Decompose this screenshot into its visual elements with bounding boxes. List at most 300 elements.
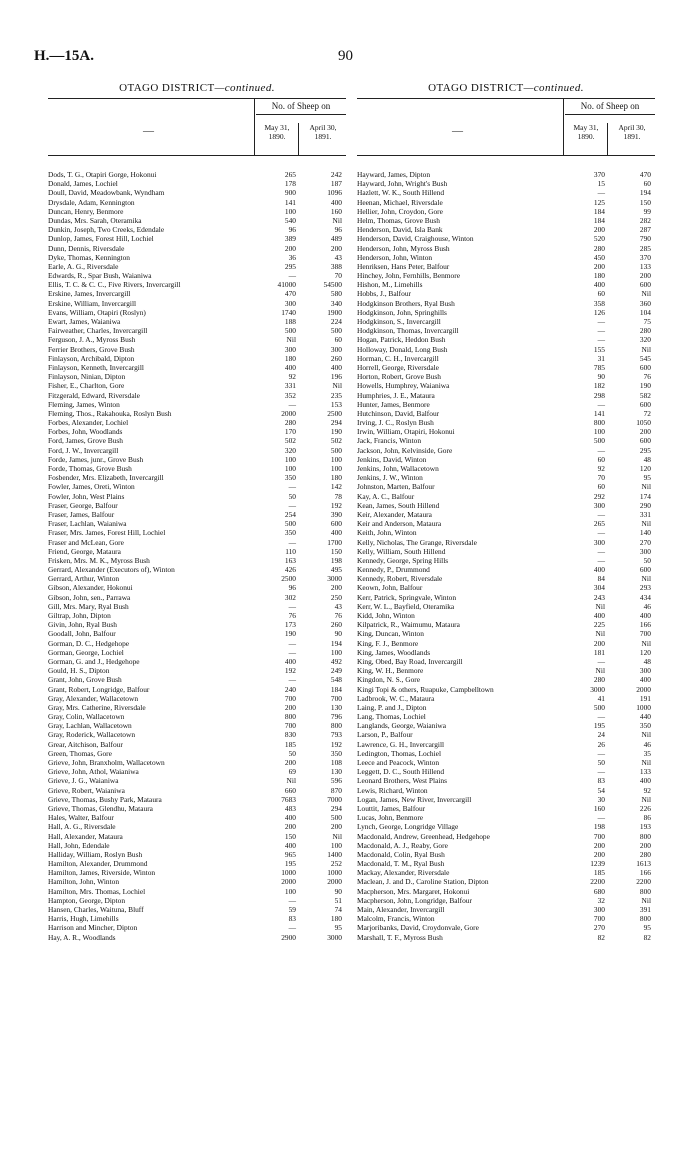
sheep-1890: 31 [597,353,605,363]
sheep-1890: 300 [284,344,296,354]
table-row [357,629,655,638]
owner-name: Grieve, J. G., Waianiwa [48,776,119,786]
sheep-1890: — [288,500,296,510]
sheep-1890: Nil [595,666,605,676]
owner-name: Jenkins, David, Winton [357,454,427,464]
owner-name: Fleming, James, Winton [48,399,120,409]
sheep-1891: 260 [330,353,342,363]
sheep-1890: 178 [284,179,296,189]
sheep-1890: 400 [284,840,296,850]
table-row [48,804,346,813]
sheep-1891: 90 [334,886,342,896]
table-row [357,409,655,418]
owner-name: Kay, A. C., Balfour [357,491,415,501]
table-row [357,776,655,785]
sheep-1890: 84 [597,574,605,584]
sheep-1890: 181 [593,647,605,657]
table-row [357,253,655,262]
sheep-1890: 54 [597,785,605,795]
sheep-1890: 352 [284,390,296,400]
owner-name: Grant, John, Grove Bush [48,675,122,685]
owner-name: Maclean, J. and D., Caroline Station, Dipton [357,877,489,887]
table-row [48,253,346,262]
table-row [357,786,655,795]
table-row [357,280,655,289]
table-row [48,694,346,703]
owner-name: Fosbender, Mrs. Elizabeth, Invercargill [48,473,164,483]
sheep-1890: 192 [284,666,296,676]
sheep-1890: 2200 [590,877,605,887]
sheep-1891: 70 [334,271,342,281]
sheep-1890: — [597,326,605,336]
owner-name: Kean, James, South Hillend [357,500,440,510]
sheep-1890: 185 [284,739,296,749]
sheep-1890: 400 [593,611,605,620]
owner-name: Hobbs, J., Balfour [357,289,411,299]
right-column-title [357,82,655,98]
sheep-1891: 270 [639,537,651,547]
table-row [357,749,655,758]
owner-name: Dods, T. G., Otapiri Gorge, Hokonui [48,170,157,179]
sheep-1891: 600 [330,519,342,529]
sheep-1890: 141 [284,197,296,207]
right-column [357,82,655,942]
sheep-1891: 545 [639,353,651,363]
owner-name: Forde, James, junr., Grove Bush [48,454,144,464]
owner-name: Ladbrook, W. C., Mataura [357,693,435,703]
sheep-1891: 198 [330,555,342,565]
sheep-1891: 400 [330,197,342,207]
table-row [48,482,346,491]
table-row [48,317,346,326]
table-row [48,832,346,841]
left-name-col-dash: — [143,125,154,137]
owner-name: Gorman, D. C., Hedgehope [48,638,130,648]
table-row [48,657,346,666]
sheep-1891: 200 [639,840,651,850]
owner-name: Humphries, J. E., Mataura [357,390,435,400]
sheep-1890: 800 [284,712,296,722]
sheep-1890: — [597,445,605,455]
owner-name: Gray, Roderick, Wallacetown [48,730,136,740]
table-row [357,620,655,629]
owner-name: Givin, John, Ryal Bush [48,620,117,630]
owner-name: Gould, H. S., Dipton [48,666,110,676]
sheep-1890: — [288,923,296,933]
sheep-1891: 500 [330,445,342,455]
sheep-1890: 163 [284,555,296,565]
table-row [357,473,655,482]
sheep-1890: 82 [597,932,605,942]
sheep-1890: 180 [593,271,605,281]
sheep-1890: 100 [284,886,296,896]
sheep-1891: 300 [639,666,651,676]
owner-name: Drysdale, Adam, Kennington [48,197,135,207]
sheep-1890: 358 [593,298,605,308]
sheep-1890: 660 [284,785,296,795]
sheep-1891: 100 [330,454,342,464]
sheep-1891: 580 [330,289,342,299]
owner-name: Malcolm, Francis, Winton [357,914,435,924]
sheep-1890: 426 [284,565,296,575]
owner-name: Kelly, William, South Hillend [357,546,446,556]
sheep-1891: 48 [643,454,651,464]
sheep-1890: 15 [597,179,605,189]
table-row [48,326,346,335]
table-row [357,436,655,445]
sheep-1890: 110 [285,546,296,556]
table-row [48,436,346,445]
sheep-1890: 60 [597,289,605,299]
table-row [48,188,346,197]
sheep-1890: 700 [284,693,296,703]
table-row [48,740,346,749]
sheep-1891: 285 [639,243,651,253]
sheep-1891: 60 [643,179,651,189]
owner-name: Gibson, Alexander, Hokonui [48,583,133,593]
sheep-1890: 302 [284,592,296,602]
table-row [357,593,655,602]
owner-name: Marshall, T. F., Myross Bush [357,932,443,942]
table-row [48,528,346,537]
owner-name: Hayward, John, Wright's Bush [357,179,448,189]
table-row [357,335,655,344]
owner-name: Kidd, John, Winton [357,611,415,620]
right-title-text: OTAGO DISTRICT [428,82,524,94]
owner-name: Fraser, James, Balfour [48,509,115,519]
sheep-1890: — [597,335,605,345]
sheep-1891: 290 [639,500,651,510]
owner-name: Marjoribanks, David, Croydonvale, Gore [357,923,479,933]
sheep-1890: 182 [593,381,605,391]
sheep-1890: 2500 [281,574,296,584]
sheep-1890: 200 [593,840,605,850]
owner-name: Leece and Peacock, Winton [357,758,440,767]
sheep-1891: 700 [639,629,651,639]
sheep-1891: 226 [639,803,651,813]
owner-name: Lang, Thomas, Lochiel [357,712,426,722]
owner-name: Dunn, Dennis, Riversdale [48,243,125,253]
owner-name: Hodgkinson, S., Invercargill [357,317,441,326]
sheep-1890: 400 [284,362,296,372]
sheep-1890: — [597,748,605,758]
sheep-1890: 200 [593,261,605,271]
table-row [357,905,655,914]
sheep-1890: 96 [288,225,296,235]
owner-name: Horman, C. H., Invercargill [357,353,439,363]
sheep-1891: 492 [330,656,342,666]
sheep-1890: 60 [597,482,605,492]
owner-name: Evans, William, Otapiri (Roslyn) [48,307,146,317]
sheep-1891: 2500 [327,408,342,418]
owner-name: Hunter, James, Benmore [357,399,430,409]
left-table-header [48,98,346,156]
table-row [48,262,346,271]
table-row [48,611,346,620]
sheep-1891: 46 [643,601,651,611]
table-row [48,877,346,886]
table-row [357,345,655,354]
sheep-1890: 100 [593,427,605,437]
sheep-1891: 1900 [327,307,342,317]
table-row [357,740,655,749]
sheep-1890: 400 [593,280,605,290]
sheep-1891: 495 [330,565,342,575]
owner-name: Kennedy, George, Spring Hills [357,555,449,565]
sheep-1890: 470 [284,289,296,299]
sheep-1890: 500 [593,436,605,446]
table-row [357,326,655,335]
owner-name: Lewis, Richard, Winton [357,785,428,795]
right-title-suffix: —continued. [523,82,584,94]
owner-name: Ford, J. W., Invercargill [48,445,119,455]
sheep-1890: 400 [284,813,296,823]
sheep-1890: 300 [593,905,605,914]
table-row [48,179,346,188]
owner-name: Gray, Lachlan, Wallacetown [48,721,132,731]
sheep-1891: 72 [643,408,651,418]
table-row [48,372,346,381]
table-row [48,409,346,418]
owner-name: Fraser and McLean, Gore [48,537,124,547]
sheep-1891: 391 [639,905,651,914]
table-row [357,188,655,197]
sheep-1890: — [597,188,605,198]
table-row [48,400,346,409]
sheep-1891: Nil [641,895,651,905]
table-row [48,510,346,519]
sheep-1891: Nil [641,638,651,648]
owner-name: Ledington, Thomas, Lochiel [357,748,442,758]
owner-name: Howells, Humphrey, Waianiwa [357,381,450,391]
sheep-1890: — [288,647,296,657]
sheep-1890: 200 [284,243,296,253]
sheep-1891: 100 [330,647,342,657]
owner-name: Hodgkinson, Thomas, Invercargill [357,326,459,336]
owner-name: Horton, Robert, Grove Bush [357,372,441,382]
owner-name: Hales, Walter, Balfour [48,813,114,823]
owner-name: Leonard Brothers, West Plains [357,776,447,786]
owner-name: Leggett, D. C., South Hillend [357,767,445,777]
sheep-1891: 500 [330,326,342,336]
table-row [357,381,655,390]
owner-name: Fleming, Thos., Rakahouka, Roslyn Bush [48,408,172,418]
sheep-1891: 100 [330,464,342,473]
table-row [48,225,346,234]
sheep-1890: 160 [593,803,605,813]
sheep-1891: 140 [639,528,651,538]
table-row [48,207,346,216]
owner-name: Dyke, Thomas, Kennington [48,252,130,262]
sheep-1890: 200 [284,758,296,767]
sheep-1890: 830 [284,730,296,740]
table-row [48,721,346,730]
owner-name: Henderson, David, Craighouse, Winton [357,234,474,244]
owner-name: Kennedy, Robert, Riversdale [357,574,443,584]
table-row [357,538,655,547]
owner-name: Keith, John, Winton [357,528,417,538]
sheep-1891: 1613 [636,859,651,869]
sheep-1891: 92 [643,785,651,795]
table-row [357,179,655,188]
sheep-1890: 700 [284,721,296,731]
sheep-1891: 130 [330,702,342,712]
sheep-1891: 800 [330,721,342,731]
sheep-1890: 200 [284,702,296,712]
sheep-1891: 300 [639,546,651,556]
sheep-1891: 166 [639,868,651,878]
table-row [48,620,346,629]
sheep-1890: 41 [597,693,605,703]
sheep-1891: 600 [639,565,651,575]
table-row [357,556,655,565]
sheep-1890: 96 [288,583,296,593]
sheep-1891: 133 [639,767,651,777]
owner-name: Fowler, James, Oreti, Winton [48,482,135,492]
sheep-1891: 200 [330,822,342,832]
sheep-1891: 86 [643,813,651,823]
table-row [48,547,346,556]
sheep-1891: 370 [639,252,651,262]
sheep-1891: 294 [330,418,342,428]
owner-name: Fraser, Lachlan, Waianiwa [48,519,127,529]
sheep-1891: 282 [639,215,651,225]
table-row [48,887,346,896]
sheep-1890: 700 [593,831,605,841]
sheep-1890: 965 [284,849,296,859]
owner-name: Hellier, John, Croydon, Gore [357,206,443,216]
sheep-1891: 35 [643,748,651,758]
sheep-1891: 200 [330,583,342,593]
owner-name: Keir, Alexander, Mataura [357,509,432,519]
table-row [357,804,655,813]
sheep-1891: 200 [330,243,342,253]
sheep-1890: 1239 [590,859,605,869]
sheep-1890: 200 [593,849,605,859]
table-row [357,933,655,942]
owner-name: Hamilton, Mrs. Thomas, Lochiel [48,886,146,896]
sheep-1890: 150 [284,831,296,841]
sheep-1890: — [597,399,605,409]
sheep-1890: 785 [593,362,605,372]
owner-name: Irving, J. C., Roslyn Bush [357,418,434,428]
owner-name: Halliday, William, Roslyn Bush [48,849,143,859]
table-row [48,234,346,243]
sheep-1890: Nil [595,601,605,611]
owner-name: Fraser, Mrs. James, Forest Hill, Lochiel [48,528,166,538]
sheep-1891: 800 [639,914,651,924]
table-row [357,923,655,932]
sheep-1890: — [288,399,296,409]
sheep-1890: 76 [288,611,296,620]
owner-name: Hall, A. G., Riversdale [48,822,116,832]
sheep-1891: 249 [330,666,342,676]
sheep-1891: 2000 [327,877,342,887]
right-divider-1 [563,99,564,155]
sheep-1891: 60 [334,335,342,345]
sheep-1890: — [597,509,605,519]
owner-name: Helm, Thomas, Grove Bush [357,215,441,225]
owner-name: King, F. J., Benmore [357,638,419,648]
sheep-1890: 195 [593,721,605,731]
table-row [357,372,655,381]
owner-name: Fowler, John, West Plains [48,491,125,501]
sheep-1891: Nil [641,519,651,529]
right-col-may-1890: May 31, 1890. [573,123,599,141]
sheep-1890: 200 [593,225,605,235]
table-row [357,703,655,712]
table-row [48,299,346,308]
owner-name: Henderson, John, Winton [357,252,433,262]
sheep-1891: 1400 [327,849,342,859]
table-row [357,271,655,280]
owner-name: Gerrard, Arthur, Winton [48,574,120,584]
owner-name: Grieve, John, Branxholm, Wallacetown [48,758,165,767]
table-row [357,391,655,400]
sheep-1891: 1096 [327,188,342,198]
owner-name: Hay, A. R., Woodlands [48,932,116,942]
sheep-1890: — [597,317,605,326]
left-divider-2 [298,123,299,155]
table-row [357,216,655,225]
owner-name: Gorman, George, Lochiel [48,647,124,657]
sheep-1891: Nil [332,381,342,391]
sheep-1890: 180 [284,353,296,363]
owner-name: Lynch, George, Longridge Village [357,822,459,832]
sheep-1890: 50 [597,758,605,767]
table-row [357,262,655,271]
owner-name: King, Obed, Bay Road, Invercargill [357,656,463,666]
sheep-1890: 265 [284,170,296,179]
sheep-1891: 120 [639,464,651,473]
table-row [48,501,346,510]
sheep-1891: 184 [330,684,342,694]
table-row [48,712,346,721]
sheep-1890: 320 [284,445,296,455]
sheep-1890: — [288,537,296,547]
sheep-1890: 2000 [281,408,296,418]
table-row [357,868,655,877]
owner-name: Gerrard, Alexander (Executors of), Winton [48,565,175,575]
sheep-1890: 243 [593,592,605,602]
sheep-1890: 240 [284,684,296,694]
owner-name: Macdonald, Colin, Ryal Bush [357,849,445,859]
sheep-1891: 180 [330,473,342,483]
right-name-col-dash: — [452,125,463,137]
sheep-1890: 188 [284,317,296,326]
table-row [48,923,346,932]
sheep-1890: 502 [284,436,296,446]
sheep-1890: 70 [597,473,605,483]
sheep-1890: 195 [284,859,296,869]
sheep-1891: 99 [643,206,651,216]
sheep-1890: 92 [288,372,296,382]
owner-name: Hamilton, James, Riverside, Winton [48,868,156,878]
table-row [48,280,346,289]
owner-name: Fairweather, Charles, Invercargill [48,326,148,336]
table-row [48,308,346,317]
table-row [357,877,655,886]
owner-name: Hall, Alexander, Mataura [48,831,123,841]
sheep-1890: — [597,528,605,538]
table-row [357,859,655,868]
owner-name: Donald, James, Lochiel [48,179,118,189]
sheep-1891: 2000 [636,684,651,694]
sheep-1891: 440 [639,712,651,722]
owner-name: Forbes, John, Woodlands [48,427,123,437]
table-row [48,556,346,565]
table-row [48,639,346,648]
